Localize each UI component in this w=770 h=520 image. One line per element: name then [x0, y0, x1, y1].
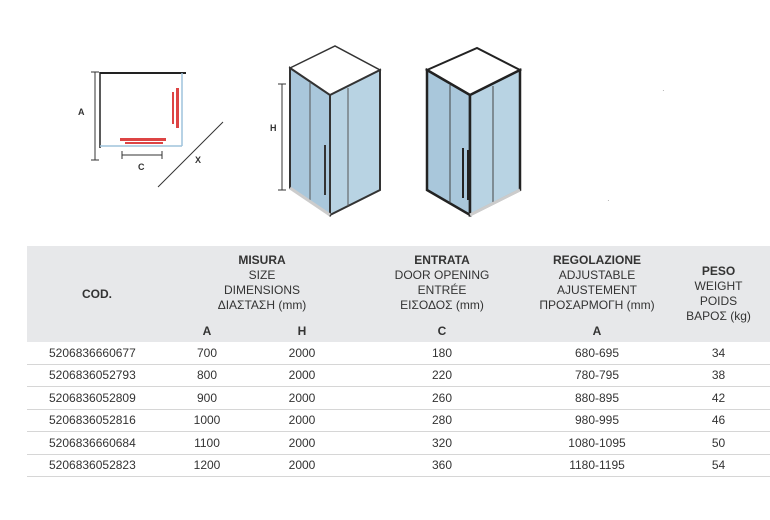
door-opening-header-line: ENTRÉE [417, 283, 467, 297]
adjustable-column-header [527, 246, 667, 320]
door-opening-cell: 360 [357, 454, 527, 477]
size-h-cell: 2000 [247, 454, 357, 477]
size-h-cell: 2000 [247, 387, 357, 410]
adjustable-cell: 980-995 [527, 409, 667, 432]
size-column-header [167, 246, 357, 320]
door-opening-header-line: ΕΙΣΟΔΟΣ (mm) [400, 298, 484, 312]
weight-header-line: ΒΑΡΟΣ (kg) [686, 309, 751, 323]
weight-cell: 34 [667, 342, 770, 364]
plan-dimension-c-label: C [138, 162, 145, 172]
door-opening-cell: 320 [357, 432, 527, 455]
height-dimension-label: H [270, 123, 277, 133]
door-opening-column-header [357, 246, 527, 320]
weight-cell: 54 [667, 454, 770, 477]
shower-enclosure-side-view [415, 40, 535, 220]
table-row [27, 364, 770, 387]
size-h-cell: 2000 [247, 364, 357, 387]
size-a-cell: 1200 [167, 454, 247, 477]
weight-header-title: PESO [701, 264, 736, 278]
product-code-cell: 5206836052823 [27, 454, 167, 477]
weight-column-header [667, 246, 770, 342]
door-opening-cell: 220 [357, 364, 527, 387]
size-header-line: DIMENSIONS [223, 283, 300, 297]
adjustable-header-line: AJUSTEMENT [556, 283, 637, 297]
door-opening-header-title: ENTRATA [414, 253, 470, 267]
weight-cell: 50 [667, 432, 770, 455]
adjustable-header-line: ΠΡΟΣΑΡΜΟΓΗ (mm) [539, 298, 655, 312]
size-a-cell: 800 [167, 364, 247, 387]
specifications-table [27, 246, 770, 477]
size-header-title: MISURA [238, 253, 286, 267]
product-code-cell: 5206836052809 [27, 387, 167, 410]
code-column-header: COD. [27, 246, 167, 342]
size-header-line: SIZE [248, 268, 276, 282]
plan-dimension-x-label: X [195, 155, 202, 165]
product-code-cell: 5206836052793 [27, 364, 167, 387]
table-row [27, 432, 770, 455]
shower-enclosure-front-view [280, 40, 400, 220]
size-a-cell: 1000 [167, 409, 247, 432]
plan-dimension-a-label: A [78, 107, 85, 117]
adjustable-a-subheader: A [527, 320, 667, 342]
table-row [27, 454, 770, 477]
product-diagrams [0, 0, 770, 240]
size-a-cell: 900 [167, 387, 247, 410]
adjustable-cell: 880-895 [527, 387, 667, 410]
decorative-dot: · [662, 86, 665, 95]
size-a-cell: 700 [167, 342, 247, 364]
weight-cell: 42 [667, 387, 770, 410]
weight-cell: 46 [667, 409, 770, 432]
product-code-cell: 5206836052816 [27, 409, 167, 432]
size-a-subheader: A [167, 320, 247, 342]
adjustable-cell: 680-695 [527, 342, 667, 364]
table-row [27, 342, 770, 364]
decorative-dot: · [607, 196, 610, 205]
door-opening-c-subheader: C [357, 320, 527, 342]
door-opening-cell: 180 [357, 342, 527, 364]
table-row [27, 409, 770, 432]
size-h-cell: 2000 [247, 409, 357, 432]
size-h-cell: 2000 [247, 432, 357, 455]
specifications-table-body [27, 342, 770, 477]
door-opening-cell: 260 [357, 387, 527, 410]
height-dimension-line [276, 82, 288, 192]
weight-header-line: WEIGHT [694, 279, 743, 293]
adjustable-cell: 1180-1195 [527, 454, 667, 477]
weight-cell: 38 [667, 364, 770, 387]
size-a-cell: 1100 [167, 432, 247, 455]
table-row [27, 387, 770, 410]
specifications-table-container [27, 246, 770, 477]
adjustable-cell: 1080-1095 [527, 432, 667, 455]
product-code-cell: 5206836660677 [27, 342, 167, 364]
size-h-subheader: H [247, 320, 357, 342]
product-code-cell: 5206836660684 [27, 432, 167, 455]
size-h-cell: 2000 [247, 342, 357, 364]
adjustable-cell: 780-795 [527, 364, 667, 387]
adjustable-header-line: ADJUSTABLE [558, 268, 636, 282]
door-opening-cell: 280 [357, 409, 527, 432]
door-opening-header-line: DOOR OPENING [394, 268, 490, 282]
size-header-line: ΔΙΑΣΤΑΣΗ (mm) [217, 298, 307, 312]
adjustable-header-title: REGOLAZIONE [552, 253, 641, 267]
plan-view-diagram [70, 60, 300, 260]
weight-header-line: POIDS [699, 294, 738, 308]
